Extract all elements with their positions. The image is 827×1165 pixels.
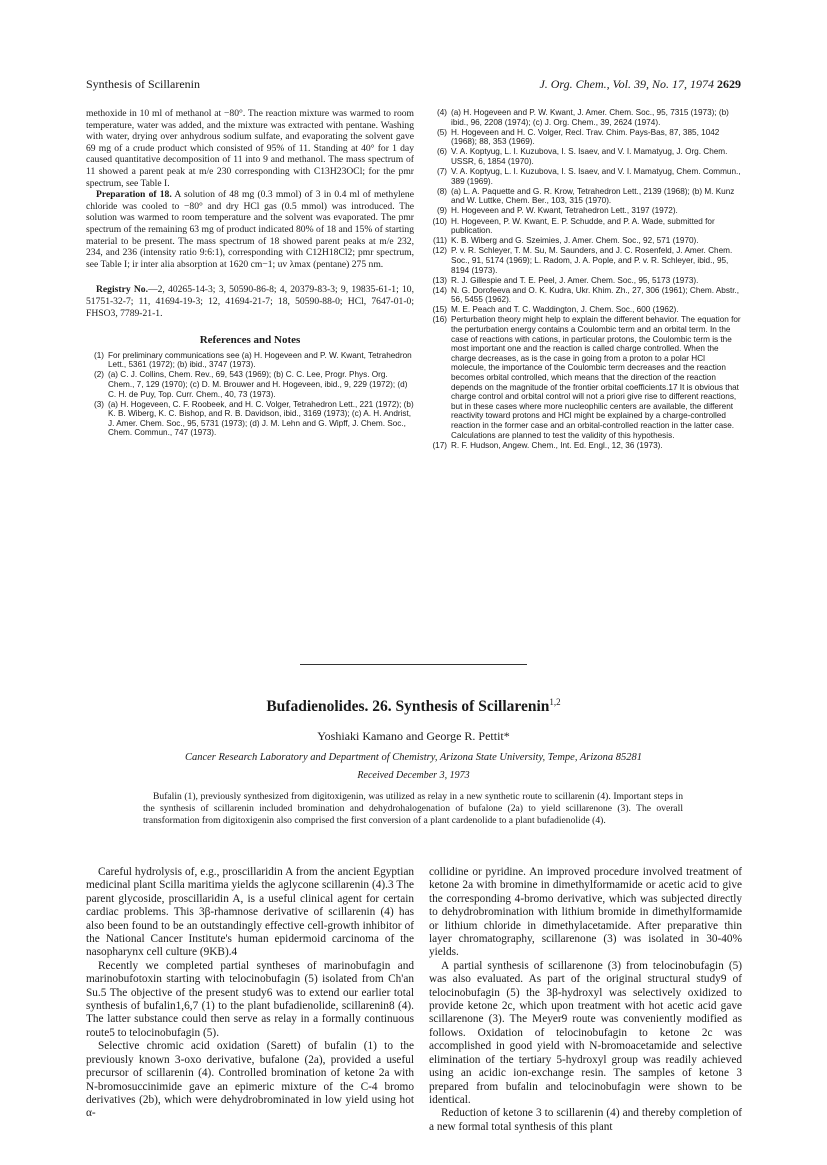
running-head-title: Synthesis of Scillarenin (86, 77, 200, 91)
body-right-column (429, 866, 742, 1134)
journal-volume: Vol. 39, No. 17, 1974 (612, 77, 714, 91)
preparation-paragraph (86, 189, 414, 270)
body-paragraph: Careful hydrolysis of, e.g., proscillaridin A from the ancient Egyptian medicinal plant Scilla maritima yields the aglycone scillarenin (4).3 The parent glycoside, proscillaridin A, is a useful clinical agent for certain cardiac problems. This 3β-rhamnose derivative of scillarenin (4) has also been found to be an outstandingly effective cell-growth inhibitor of the National Cancer Institute's human epidermoid carcinoma of the nasopharynx cell culture (9KB).4 (86, 866, 414, 959)
prev-article-right-column (429, 108, 742, 451)
reference-text: (a) H. Hogeveen and P. W. Kwant, J. Amer. Chem. Soc., 95, 7315 (1973); (b) ibid., 96, 2208 (1974); (c) J. Org. Chem., 39, 2624 (1974). (451, 108, 729, 127)
reference-text: H. Hogeveen and H. C. Volger, Recl. Trav. Chim. Pays-Bas, 87, 385, 1042 (1968); 88, 353 (1969). (451, 127, 720, 147)
reference-number: (10) (432, 216, 447, 226)
body-left-column (86, 866, 414, 1121)
experimental-paragraph: methoxide in 10 ml of methanol at −80°. The reaction mixture was warmed to room temperature, water was added, and the mixture was extracted with pentane. Washing with water, drying over anhydrous sodium sulfate, and evaporating the solvent gave 69 mg of a crude product which consisted of 95% of 11. Standing at 40° for 1 day caused quantitative decomposition of 11 into 9 and methanol. The mass spectrum of 11 showed a parent peak at m/e 230 corresponding with C13H23OCl; for the pmr spectrum, see Table I. (86, 108, 414, 189)
reference-number: (13) (432, 275, 447, 285)
reference-text: K. B. Wiberg and G. Szeimies, J. Amer. Chem. Soc., 92, 571 (1970). (451, 236, 699, 246)
reference-text: R. F. Hudson, Angew. Chem., Int. Ed. Engl., 12, 36 (1973). (451, 440, 663, 450)
prev-article-left-column (86, 108, 414, 439)
page-number: 2629 (717, 77, 741, 91)
registry-heading: Registry No. (96, 284, 148, 296)
registry-text: —2, 40265-14-3; 3, 50590-86-8; 4, 20379-83-3; 9, 19835-61-1; 10, 51751-32-7; 11, 41694-19-3; 12, 41694-21-7; 18, 50590-88-0; HCl, 7647-01-0; FHSO3, 7789-21-1. (86, 284, 414, 319)
body-paragraph: collidine or pyridine. An improved procedure involved treatment of ketone 2a with bromine in dimethylformamide or acetic acid to give the corresponding 4-bromo derivative, which was subjected directly to dehydrobromination with lithium bromide in dimethylformamide or lithium chloride in dimethylacetamide. After preparative thin layer chromatography, scillarenone (3) was isolated in 30-40% yields. (429, 866, 742, 959)
reference-number: (9) (436, 206, 447, 216)
journal-name: J. Org. Chem., (539, 77, 610, 91)
reference-text: H. Hogeveen, P. W. Kwant, E. P. Schudde, and P. A. Wade, submitted for publication. (451, 216, 715, 236)
reference-number: (1) (93, 350, 104, 360)
reference-item (429, 167, 742, 186)
reference-text: V. A. Koptyug, L. I. Kuzubova, I. S. Isaev, and V. I. Mamatyug, J. Org. Chem. USSR, 6, 1854 (1970). (451, 147, 728, 166)
reference-number: (2) (93, 370, 104, 380)
reference-item (429, 187, 742, 206)
reference-item (429, 286, 742, 305)
reference-item (429, 128, 742, 147)
reference-number: (6) (436, 147, 447, 157)
reference-item (86, 400, 414, 438)
reference-text: (a) L. A. Paquette and G. R. Krow, Tetrahedron Lett., 2139 (1968); (b) M. Kunz and W. Luttke, Chem. Ber., 103, 315 (1970). (451, 186, 735, 206)
reference-text: (a) H. Hogeveen, C. F. Roobeek, and H. C. Volger, Tetrahedron Lett., 221 (1972); (b) K. B. Wiberg, K. C. Bishop, and R. B. Davidson, ibid., 3169 (1973); (c) A. H. Andrist, J. Amer. Chem. Soc., 95, 5731 (1973); (d) J. M. Lehn and G. Wipff, J. Chem. Soc., Chem. Commun., 747 (1973). (108, 399, 414, 438)
reference-item (429, 206, 742, 216)
article-authors: Yoshiaki Kamano and George R. Pettit* (317, 729, 510, 743)
reference-number: (14) (432, 285, 447, 295)
received-date: Received December 3, 1973 (357, 770, 470, 781)
reference-text: R. J. Gillespie and T. E. Peel, J. Amer. Chem. Soc., 95, 5173 (1973). (451, 275, 699, 285)
reference-number: (16) (432, 315, 447, 325)
reference-text: N. G. Dorofeeva and O. K. Kudra, Ukr. Khim. Zh., 27, 306 (1961); Chem. Abstr., 56, 5455 (1962). (451, 285, 740, 305)
body-paragraph: Selective chromic acid oxidation (Sarett) of bufalin (1) to the previously known 3-oxo derivative, bufalone (2a), provided a useful precursor of scillarenin (4). Controlled bromination of ketone 2a with N-bromosuccinimide gave an epimeric mixture of the C-4 bromo derivatives (2b), which were dehydrobrominated in low yield using hot α- (86, 1040, 414, 1120)
reference-text: H. Hogeveen and P. W. Kwant, Tetrahedron Lett., 3197 (1972). (451, 206, 678, 216)
reference-text: For preliminary communications see (a) H. Hogeveen and P. W. Kwant, Tetrahedron Lett., 5361 (1972); (b) ibid., 3747 (1973). (108, 350, 412, 370)
reference-item (429, 315, 742, 440)
reference-number: (8) (436, 186, 447, 196)
references-heading: References and Notes (199, 334, 301, 347)
article-title-text: Bufadienolides. 26. Synthesis of Scillarenin (266, 698, 550, 716)
body-paragraph: Reduction of ketone 3 to scillarenin (4) and thereby completion of a new formal total synthesis of this plant (429, 1107, 742, 1133)
reference-number: (11) (433, 236, 447, 246)
reference-item (429, 305, 742, 315)
reference-number: (7) (436, 167, 447, 177)
reference-text: V. A. Koptyug, L. I. Kuzubova, I. S. Isaev, and V. I. Mamatyug, Chem. Commun., 389 (1969). (451, 167, 741, 186)
article-title (0, 697, 827, 716)
preparation-heading: Preparation of 18. (96, 189, 172, 201)
reference-number: (4) (436, 108, 447, 117)
reference-item (429, 246, 742, 275)
reference-item (429, 217, 742, 236)
reference-item (86, 351, 414, 370)
reference-number: (3) (93, 399, 104, 409)
reference-number: (17) (432, 440, 447, 450)
body-paragraph: A partial synthesis of scillarenone (3) from telocinobufagin (5) was also evaluated. As part of the original structural study9 of telocinobufagin (5) the 3β-hydroxyl was selectively oxidized to provide ketone 2c, which upon treatment with hot acetic acid gave scillarenone (3). The Meyer9 route was conveniently modified as follows. Oxidation of telocinobufagin to ketone 2c was accomplished in good yield with N-bromoacetamide and selective elimination of the tertiary 5-hydroxyl group was readily achieved using an acidic ion-exchange resin. The samples of ketone 3 prepared from bufalin and telocinobufagin were shown to be identical. (429, 959, 742, 1106)
body-paragraph: Recently we completed partial syntheses of marinobufagin and marinobufotoxin starting with telocinobufagin (5) isolated from Ch'an Su.5 The objective of the present study6 was to extend our earlier total synthesis of bufalin1,6,7 (1) to the plant bufadienolide, scillarenin8 (4). The latter substance could then serve as relay in a formally continuous route5 to telocinobufagin (5). (86, 959, 414, 1039)
references-list-right (429, 108, 742, 450)
running-head-citation (539, 77, 741, 92)
article-abstract: Bufalin (1), previously synthesized from digitoxigenin, was utilized as relay in a new synthetic route to scillarenin (4). Important steps in the synthesis of scillarenin included bromination and dehydrohalogenation of bufalone (2a) to yield scillarenone (3). The overall transformation from digitoxigenin also comprised the first conversion of a plant cardenolide to a plant bufadienolide (4). (143, 791, 683, 826)
article-title-superscript: 1,2 (549, 697, 561, 707)
reference-text: P. v. R. Schleyer, T. M. Su, M. Saunders, and J. C. Rosenfeld, J. Amer. Chem. Soc., 91, 5174 (1969); L. Radom, J. A. Pople, and P. v. R. Schleyer, ibid., 95, 8194 (1973). (451, 246, 733, 275)
preparation-text: A solution of 48 mg (0.3 mmol) of 3 in 0.4 ml of methylene chloride was cooled to −80° and dry HCl gas (0.5 mmol) was introduced. The solution was warmed to room temperature and the solvent was evaporated. The pmr spectrum of the remaining 63 mg of product indicated 80% of 18 and 15% of starting material to be present. The mass spectrum of 18 showed parent peaks at m/e 232, 234, and 236 (intensity ratio 9:6:1), corresponding with C12H18Cl2; pmr spectrum, see Table I; ir inter alia absorption at 1620 cm−1; uv λmax (pentane) 275 nm. (86, 189, 414, 270)
reference-number: (15) (432, 305, 447, 315)
reference-item (429, 236, 742, 246)
reference-item (429, 276, 742, 286)
article-affiliation: Cancer Research Laboratory and Department of Chemistry, Arizona State University, Tempe, Arizona 85281 (184, 752, 643, 763)
references-list-left (86, 351, 414, 438)
reference-item (429, 108, 742, 127)
reference-text: (a) C. J. Collins, Chem. Rev., 69, 543 (1969); (b) C. C. Lee, Progr. Phys. Org. Chem., 7, 129 (1970); (c) D. M. Brouwer and H. Hogeveen, ibid., 9, 229 (1972); (d) C. H. de Puy, Top. Curr. Chem., 40, 73 (1973). (108, 370, 408, 399)
article-divider (300, 664, 527, 665)
reference-number: (5) (436, 127, 447, 137)
reference-number: (12) (432, 246, 447, 256)
reference-item (429, 441, 742, 451)
reference-item (86, 370, 414, 399)
registry-paragraph (86, 284, 414, 319)
reference-text: Perturbation theory might help to explain the different behavior. The equation for the perturbation energy contains a Coulombic term and an orbital term. In the case of reactions with cations, in particular protons, the Coulombic term is the most important one and the reaction is called charge controlled. When the charge decreases, as is the case in going from a proton to a polar HCl molecule, the importance of the Coulombic term decreases and the reaction becomes orbital controlled, which means that the direction of the reaction depends on the magnitude of the frontier orbital coefficients.17 It is obvious that charge control and orbital control will not a priori give rise to different reactions, but in these cases where more nucleophilic centers are available, the different reactivity toward protons and HCl might be explained by a charge-controlled reaction in the former case and an orbital-controlled reaction in the latter case. Calculations are planned to test the validity of this hypothesis. (451, 315, 741, 440)
reference-text: M. E. Peach and T. C. Waddington, J. Chem. Soc., 600 (1962). (451, 305, 679, 315)
reference-item (429, 147, 742, 166)
